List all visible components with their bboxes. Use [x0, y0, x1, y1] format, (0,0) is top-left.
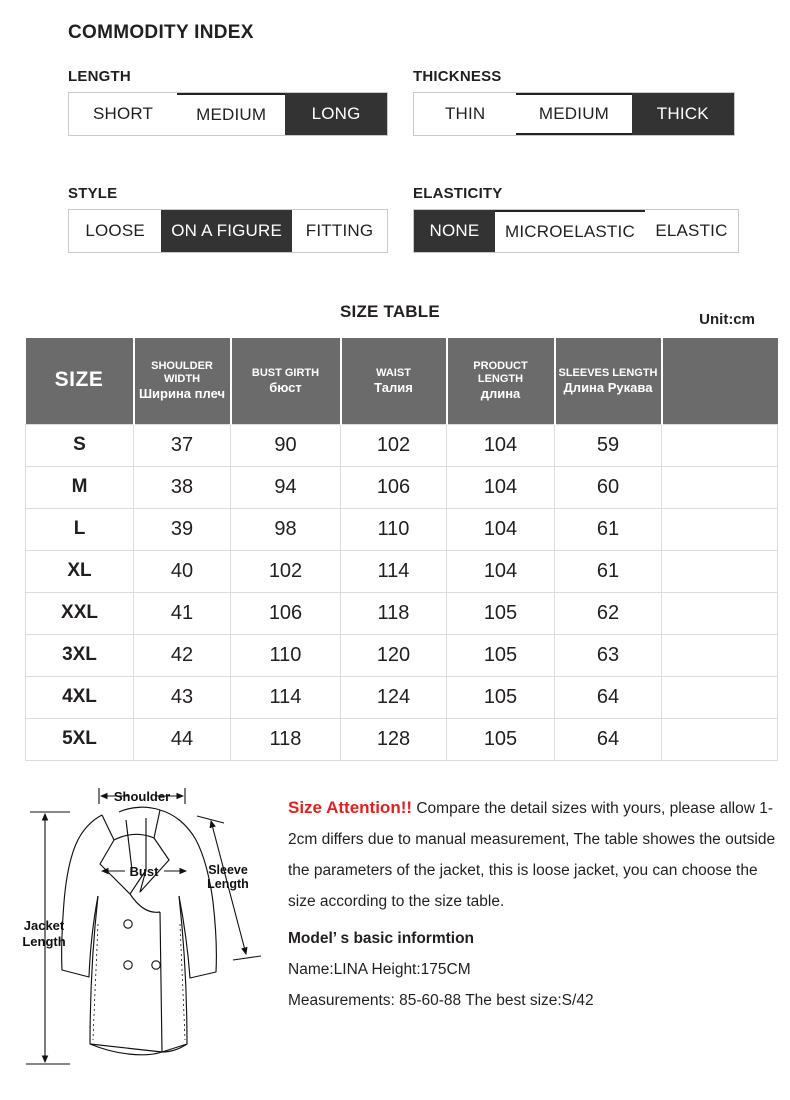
attribute-label-length: LENGTH — [68, 68, 131, 85]
page-title: COMMODITY INDEX — [68, 22, 254, 43]
column-header-product-length — [447, 338, 555, 424]
column-header-bust-girth-ru: бюст — [269, 379, 302, 395]
column-header-shoulder-width-en: SHOULDER WIDTH — [151, 360, 213, 386]
cell-extra — [662, 634, 778, 676]
cell-extra — [662, 550, 778, 592]
bust-label: Bust — [129, 864, 159, 879]
cell-size: XXL — [26, 592, 134, 634]
cell-shoulder-width: 40 — [134, 550, 231, 592]
attribute-option-long[interactable]: LONG — [285, 93, 387, 135]
cell-shoulder-width: 39 — [134, 508, 231, 550]
table-row — [26, 550, 778, 592]
size-notes — [288, 792, 784, 1016]
model-info-measurements: Measurements: 85-60-88 The best size:S/42 — [288, 992, 594, 1009]
table-row — [26, 424, 778, 466]
column-header-waist-ru: Талия — [374, 379, 413, 395]
table-row — [26, 592, 778, 634]
cell-waist: 124 — [341, 676, 447, 718]
jacket-diagram-svg — [14, 782, 286, 1082]
cell-product-length: 104 — [447, 466, 555, 508]
cell-product-length: 105 — [447, 676, 555, 718]
cell-product-length: 105 — [447, 634, 555, 676]
cell-product-length: 104 — [447, 508, 555, 550]
cell-bust-girth: 114 — [231, 676, 341, 718]
sleeve-length-label-line2: Length — [207, 877, 249, 891]
cell-sleeves-length: 63 — [555, 634, 662, 676]
table-row — [26, 718, 778, 760]
cell-size: L — [26, 508, 134, 550]
size-table-wrapper — [25, 338, 777, 761]
table-row — [26, 508, 778, 550]
attribute-option-on-a-figure[interactable]: ON A FIGURE — [161, 210, 292, 252]
cell-product-length: 104 — [447, 424, 555, 466]
size-attention-body: Compare the detail sizes with yours, please allow 1-2cm differs due to manual measurement, The table showes the outside the parameters of the jacket, this is loose jacket, you can choose the size according to the size table. — [288, 800, 776, 910]
model-info-heading: Model’ s basic informtion — [288, 930, 475, 947]
column-header-sleeves-length — [555, 338, 662, 424]
unit-label: Unit:cm — [699, 311, 755, 328]
cell-sleeves-length: 64 — [555, 718, 662, 760]
column-header-product-length-en: PRODUCT LENGTH — [473, 360, 528, 386]
cell-product-length: 104 — [447, 550, 555, 592]
cell-waist: 128 — [341, 718, 447, 760]
cell-shoulder-width: 38 — [134, 466, 231, 508]
shoulder-label: Shoulder — [113, 789, 171, 804]
cell-product-length: 105 — [447, 592, 555, 634]
attribute-bar-elasticity — [413, 209, 739, 253]
cell-shoulder-width: 37 — [134, 424, 231, 466]
coat-outline — [62, 807, 217, 1055]
cell-extra — [662, 718, 778, 760]
cell-product-length: 105 — [447, 718, 555, 760]
column-header-bust-girth-en: BUST GIRTH — [251, 366, 320, 379]
column-header-shoulder-width — [134, 338, 231, 424]
attribute-option-microelastic[interactable]: MICROELASTIC — [495, 210, 645, 252]
cell-waist: 110 — [341, 508, 447, 550]
attribute-label-elasticity: ELASTICITY — [413, 185, 503, 202]
attribute-option-thick[interactable]: THICK — [632, 93, 734, 135]
size-table-title: SIZE TABLE — [340, 302, 440, 321]
column-header-waist — [341, 338, 447, 424]
attribute-bar-length — [68, 92, 388, 136]
cell-waist: 102 — [341, 424, 447, 466]
cell-shoulder-width: 42 — [134, 634, 231, 676]
attribute-group-style — [68, 185, 388, 253]
attribute-label-style: STYLE — [68, 185, 118, 202]
attribute-option-medium[interactable]: MEDIUM — [177, 93, 285, 135]
cell-bust-girth: 98 — [231, 508, 341, 550]
cell-bust-girth: 106 — [231, 592, 341, 634]
cell-waist: 114 — [341, 550, 447, 592]
cell-sleeves-length: 61 — [555, 508, 662, 550]
table-row — [26, 466, 778, 508]
attribute-label-thickness: THICKNESS — [413, 68, 502, 85]
table-row — [26, 634, 778, 676]
cell-waist: 118 — [341, 592, 447, 634]
cell-waist: 120 — [341, 634, 447, 676]
column-header-sleeves-length-ru: Длина Рукава — [563, 379, 653, 395]
sleeve-length-label-line1: Sleeve — [208, 863, 248, 877]
cell-shoulder-width: 43 — [134, 676, 231, 718]
cell-extra — [662, 592, 778, 634]
cell-size: M — [26, 466, 134, 508]
attribute-option-thin[interactable]: THIN — [414, 93, 516, 135]
size-attention-paragraph — [288, 792, 784, 917]
column-header-size-en: SIZE — [54, 368, 104, 392]
column-header-empty — [662, 338, 778, 424]
attribute-option-medium[interactable]: MEDIUM — [516, 93, 631, 135]
cell-sleeves-length: 62 — [555, 592, 662, 634]
attribute-option-short[interactable]: SHORT — [69, 93, 177, 135]
size-table — [25, 338, 778, 761]
cell-shoulder-width: 41 — [134, 592, 231, 634]
column-header-waist-en: WAIST — [376, 366, 411, 379]
column-header-bust-girth — [231, 338, 341, 424]
cell-shoulder-width: 44 — [134, 718, 231, 760]
cell-size: S — [26, 424, 134, 466]
attribute-option-none[interactable]: NONE — [414, 210, 495, 252]
cell-size: 3XL — [26, 634, 134, 676]
column-header-shoulder-width-ru: Ширина плеч — [138, 386, 226, 402]
column-header-product-length-ru: длина — [480, 386, 521, 402]
cell-bust-girth: 110 — [231, 634, 341, 676]
size-table-header-row — [26, 338, 778, 424]
cell-sleeves-length: 61 — [555, 550, 662, 592]
cell-extra — [662, 466, 778, 508]
cell-size: 5XL — [26, 718, 134, 760]
cell-waist: 106 — [341, 466, 447, 508]
attribute-group-elasticity — [413, 185, 739, 253]
cell-extra — [662, 676, 778, 718]
jacket-length-label-line1: Jacket — [23, 918, 65, 933]
table-row — [26, 676, 778, 718]
model-info-name-height: Name:LINA Height:175CM — [288, 961, 471, 978]
cell-extra — [662, 424, 778, 466]
attribute-group-length — [68, 68, 388, 136]
column-header-sleeves-length-en: SLEEVES LENGTH — [558, 366, 658, 379]
attribute-bar-style — [68, 209, 388, 253]
size-attention-label: Size Attention!! — [288, 798, 413, 817]
cell-bust-girth: 94 — [231, 466, 341, 508]
cell-size: 4XL — [26, 676, 134, 718]
cell-bust-girth: 90 — [231, 424, 341, 466]
coat-buttons — [124, 920, 160, 969]
cell-sleeves-length: 60 — [555, 466, 662, 508]
cell-sleeves-length: 64 — [555, 676, 662, 718]
attribute-bar-thickness — [413, 92, 735, 136]
cell-bust-girth: 102 — [231, 550, 341, 592]
cell-bust-girth: 118 — [231, 718, 341, 760]
jacket-measurement-diagram — [14, 782, 286, 1082]
attribute-option-fitting[interactable]: FITTING — [292, 210, 387, 252]
cell-size: XL — [26, 550, 134, 592]
attribute-group-thickness — [413, 68, 735, 136]
cell-sleeves-length: 59 — [555, 424, 662, 466]
column-header-size — [26, 338, 134, 424]
attribute-option-elastic[interactable]: ELASTIC — [645, 210, 738, 252]
size-table-body — [26, 424, 778, 760]
cell-extra — [662, 508, 778, 550]
jacket-length-label-line2: Length — [22, 934, 66, 949]
attribute-option-loose[interactable]: LOOSE — [69, 210, 161, 252]
